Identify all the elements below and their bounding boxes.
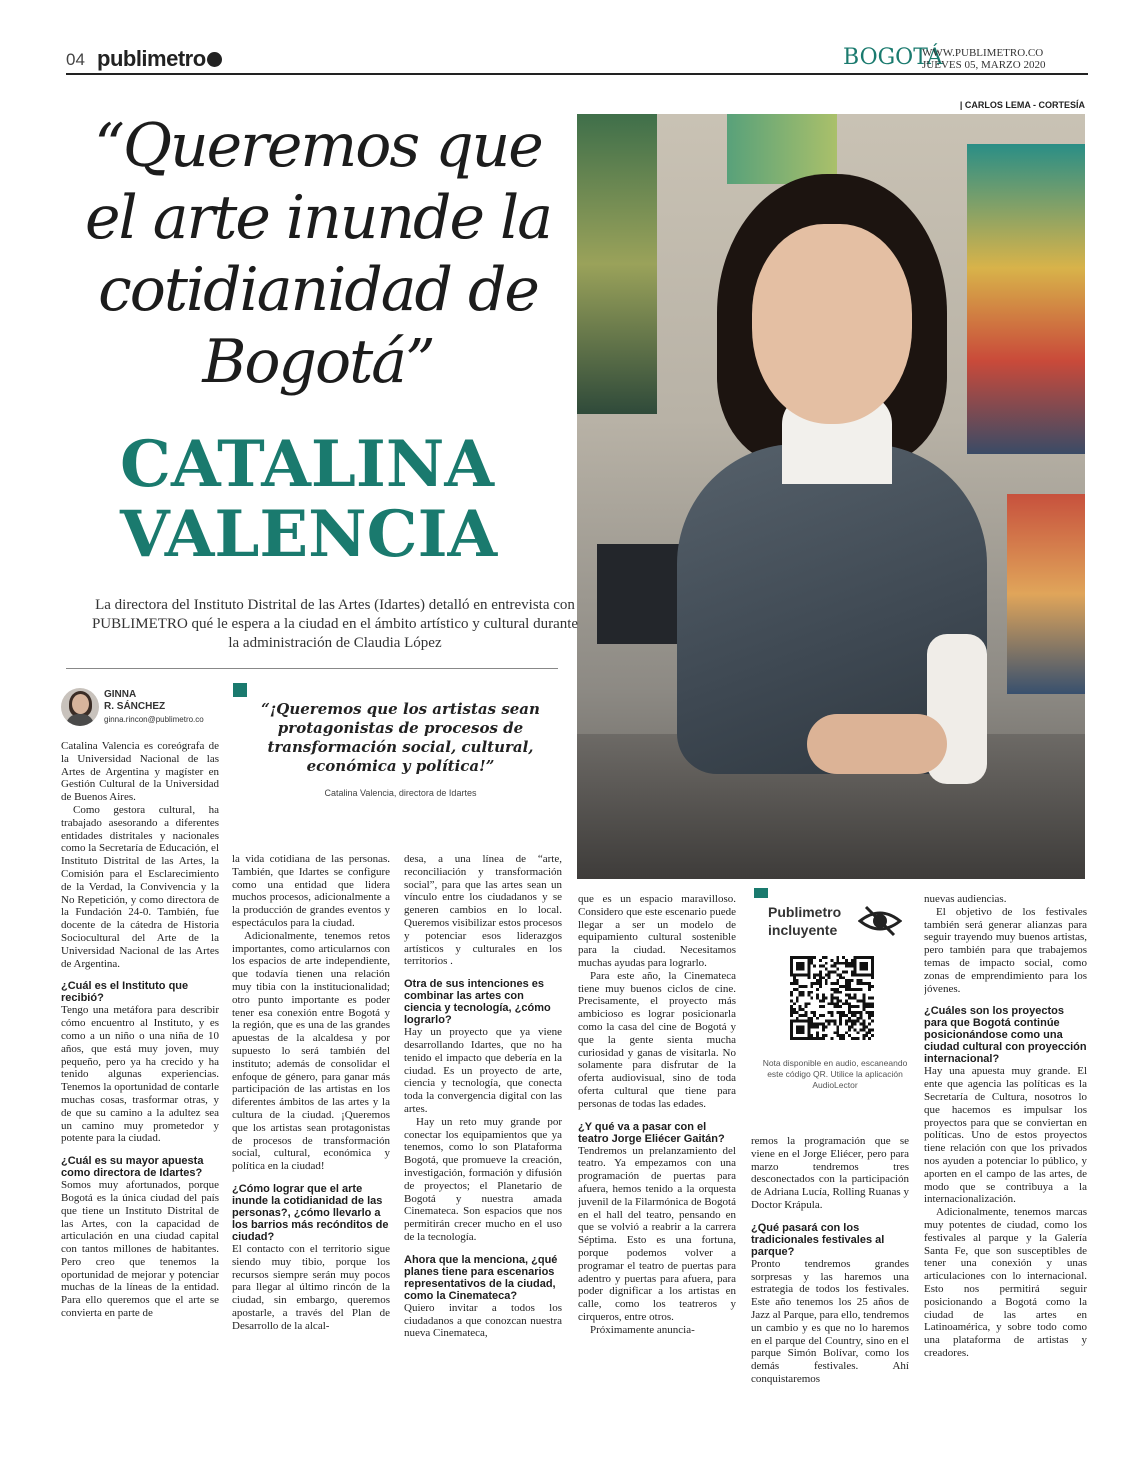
- article-paragraph: Hay una apuesta muy grande. El ente que agencia las políticas es la Secretaría de Cultura, nosotros lo que hacemos es impulsar los proyectos para que se conviertan en políticas. Uno de estos proyectos tiene relación con que los privados nos ayuden a potenciar lo público, y aporten en el campo de las artes, de modo que se contribuya a la internacionalización.: [924, 1065, 1087, 1206]
- eye-icon: [858, 903, 902, 939]
- photo-wall-art: [967, 144, 1085, 454]
- article-paragraph: El objetivo de los festivales también será generar alianzas para seguir trayendo muy buenos artistas, pero también para que trabajemos temas de impacto social, como zonas de emprendimiento para los jóvenes.: [924, 905, 1087, 995]
- headline-name-line2: VALENCIA: [120, 497, 498, 572]
- article-paragraph: Hay un proyecto que ya viene desarrollando Idartes, que no ha tenido el impacto que debería en la ciudad. Es un proyecto de arte, ciencia y tecnología, que conecta toda la convergencia digital con las artes.: [404, 1026, 562, 1115]
- pull-quote: “¡Queremos que los artistas sean protagonistas de procesos de transformación social, cultural, económica y política!”: [261, 700, 540, 775]
- article-paragraph: Tengo una metáfora para describir cómo encuentro al Instituto, y es como a un niño o una niña de 10 años, que está muy joven, muy pequeño, pero ya ha crecido y ha tenido algunas experiencias. Tenemos la oportunidad de contarle muchas cosas, trasformar otras, y de que su camino a la adultez sea un camino muy prometedor y potente para la ciudad.: [61, 1004, 219, 1145]
- headline-name-line1: CATALINA: [120, 427, 494, 502]
- avatar-torso: [66, 714, 94, 726]
- article-paragraph: El contacto con el territorio sigue siendo muy tibio, porque los recursos siempre serán muy pocos para llegar al último rincón de la ciudad, sin embargo, queremos apostarle, a través del Plan de Desarrollo de la alcal-: [232, 1242, 390, 1332]
- interview-question: ¿Qué pasará con los tradicionales festivales al parque?: [751, 1221, 885, 1258]
- publication-date: JUEVES 05, MARZO 2020: [922, 59, 1046, 71]
- inclusive-marker: [754, 888, 768, 898]
- interview-question: ¿Cuál es el Instituto que recibió?: [61, 980, 189, 1005]
- article-paragraph: Como gestora cultural, ha trabajado asesorando a diferentes entidades distritales y nacionales como la Secretaría de Educación, el Instituto Distrital de las Artes, la Comisión para el Esclarecimiento de la Verdad, la Convivencia y la No Repetición, y como directora de la Fundación 24-0. También, fue docente de la cátedra de Historia Sociocultural del Arte de la Universidad Nacional de las Artes de Argentina.: [61, 803, 219, 970]
- author-name: [104, 689, 234, 713]
- interview-question: ¿Cuáles son los proyectos para que Bogotá continúe posicionándose como una ciudad cultural con proyección internacional?: [924, 1005, 1087, 1066]
- avatar-face: [72, 694, 89, 714]
- interview-question: ¿Y qué va a pasar con el teatro Jorge Eliécer Gaitán?: [578, 1120, 725, 1145]
- author-name-line1: GINNA: [104, 689, 137, 700]
- article-paragraph: Catalina Valencia es coreógrafa de la Universidad Nacional de las Artes de Argentina y magíster en Gestión Cultural de la Universidad de Buenos Aires.: [61, 740, 219, 804]
- subheadline: La directora del Instituto Distrital de las Artes (Idartes) detalló en entrevista con PUBLIMETRO qué le espera a la ciudad en el ámbito artístico y cultural durante la administración de Claudia López: [91, 597, 579, 651]
- article-paragraph: Tendremos un prelanzamiento del teatro. Ya empezamos con una programación de puertas para afuera, hemos tenido a la orquesta juvenil de la Filarmónica de Bogotá en el hall del teatro, pensando en que se volvió a reabrir a la carrera Séptima. Esto es una fortuna, porque podemos volver a programar el teatro de puertas para adentro y puertas para afuera, para poder dignificar a los artistas en calle, como los teatreros y cirqueros, entre otros.: [578, 1144, 736, 1323]
- headline-name: [120, 427, 560, 572]
- photo-hands: [807, 714, 947, 774]
- section-name: BOGOTÁ: [843, 45, 943, 70]
- article-paragraph: Hay un reto muy grande por conectar los equipamientos que ya tenemos, como lo son Plataforma Bogotá, que promueve la creación, investigación, formación y difusión de proyectos; el Planetario de Bogotá y nuestra amada Cinemateca. Son espacios que nos permitirán crecer mucho en el uso de la tecnología.: [404, 1115, 562, 1243]
- author-name-line2: R. SÁNCHEZ: [104, 701, 166, 712]
- article-column-2: [232, 853, 390, 1458]
- headline-quote: “Queremos que el arte inunde la cotidianidad de Bogotá”: [85, 111, 551, 397]
- article-paragraph: que es un espacio maravilloso. Considero que este escenario puede llegar a ser un modelo de equipamiento cultural sostenible para la ciudad. Necesitamos muchas ayudas para lograrlo.: [578, 893, 736, 969]
- logo-dot-icon: [207, 52, 222, 67]
- article-paragraph: Para este año, la Cinemateca tiene muy buenos ciclos de cine. Precisamente, el proyecto más ambicioso es lograr posicionarla como la casa del cine de Bogotá y que la gente sienta mucha curiosidad y ganas de visitarla. No solamente para disfrutar de la oferta audiovisual, sino de toda oferta cultural que tiene para personas de todas las edades.: [578, 969, 736, 1110]
- article-paragraph: Próximamente anuncia-: [590, 1323, 695, 1336]
- qr-code-icon[interactable]: [790, 956, 874, 1040]
- photo-face: [752, 224, 912, 424]
- publication-url: WWW.PUBLIMETRO.CO: [922, 47, 1044, 59]
- inclusive-note: Nota disponible en audio, escaneando este código QR. Utilice la aplicación AudioLector: [762, 1058, 908, 1090]
- article-column-5: [751, 1135, 909, 1458]
- article-paragraph: desa, a una línea de “arte, reconciliación y transformación social”, para que las artes sean un vínculo entre los ciudadanos y se generen cambios en lo local. Queremos visibilizar estos procesos y potenciar esos liderazgos artísticos y culturales en los territorios .: [404, 853, 562, 968]
- author-avatar: [61, 688, 99, 726]
- interview-question: Ahora que la menciona, ¿qué planes tiene para escenarios representativos de la ciudad, como la Cinemateca?: [404, 1253, 558, 1302]
- article-paragraph: la vida cotidiana de las personas. También, que Idartes se configure como una entidad que lidera muchos procesos, adicionalmente a la producción de grandes eventos y espectáculos para la ciudad.: [232, 853, 390, 929]
- photo-wall-art: [577, 114, 657, 414]
- header-rule: [66, 73, 1088, 75]
- article-column-4: [578, 893, 736, 1458]
- article-paragraph: Pronto tendremos grandes sorpresas y las haremos una estrategia de todos los festivales. Este año tenemos los 25 años de Jazz al Parque, para ello, tendremos un cambio y es que no lo haremos en el parque del Country, sino en el parque Simón Bolívar, como los demás festivales. Ahí conquistaremos: [751, 1257, 909, 1385]
- pull-quote-credit: Catalina Valencia, directora de Idartes: [324, 788, 477, 798]
- interview-question: ¿Cuál es su mayor apuesta como directora de Idartes?: [61, 1155, 204, 1180]
- author-email[interactable]: ginna.rincon@publimetro.co: [104, 715, 204, 724]
- article-paragraph: Somos muy afortunados, porque Bogotá es la única ciudad del país que tiene un Instituto Distrital de las Artes, con la capacidad de articulación en una ciudad capital con tantos millones de habitantes. Pero creo que tenemos la oportunidad de mejorar y potenciar muchas de la líneas de la entidad. Para ello queremos que el arte se convierta en parte de: [61, 1179, 219, 1320]
- inclusive-title: Publimetro incluyente: [768, 904, 842, 938]
- article-paragraph: Adicionalmente, tenemos retos importantes, como articularnos con los espacios de arte independiente, que todavía tienen una relación muy tibia con la institucionalidad; otro punto importante es poder tener esa conexión entre Bogotá y la región, que es una de las grandes apuestas de la alcaldesa y por supuesto lo será también del instituto; además de consolidar el enfoque de género, para ganar más participación de las artistas en los diferentes ámbitos de las artes y la cultura de la ciudad. ¡Queremos que los artistas sean protagonistas de procesos de transformación social, cultural, económica y política en la ciudad!: [232, 929, 390, 1173]
- page-number: 04: [66, 50, 85, 69]
- article-column-3: [404, 853, 562, 1458]
- publication-logo: [97, 46, 222, 72]
- interview-question: ¿Cómo lograr que el arte inunde la cotidianidad de las personas?, ¿cómo llevarlo a los barrios más recónditos de ciudad?: [232, 1182, 389, 1243]
- article-paragraph: Quiero invitar a todos los ciudadanos a que conozcan nuestra nueva Cinemateca,: [404, 1301, 562, 1340]
- logo-text: publimetro: [97, 46, 206, 71]
- pull-quote-marker: [233, 683, 247, 697]
- article-column-6: [924, 893, 1087, 1458]
- article-paragraph: Adicionalmente, tenemos marcas muy potentes de ciudad, como los festivales al parque y la Galería Santa Fe, que son susceptibles de tener una conexión y unas articulaciones con lo internacional. Esto nos permitirá seguir posicionando a Bogotá como la ciudad de las artes en Latinoamérica, y sobre todo como una plataforma de artistas y creadores.: [924, 1206, 1087, 1359]
- article-column-1: [61, 740, 219, 1458]
- subhead-rule: [66, 668, 558, 669]
- photo-wall-art: [1007, 494, 1085, 694]
- photo-credit: | CARLOS LEMA - CORTESÍA: [959, 100, 1085, 110]
- article-paragraph: nuevas audiencias.: [924, 893, 1007, 905]
- portrait-photo: [577, 114, 1085, 879]
- interview-question: Otra de sus intenciones es combinar las artes con ciencia y tecnología, ¿cómo lograrlo?: [404, 978, 551, 1027]
- publication-meta: [922, 47, 1045, 71]
- article-paragraph: remos la programación que se viene en el Jorge Eliécer, pero para marzo tendremos tres desconectados con la participación de Adriana Lucía, Rolling Ruanas y Doctor Krápula.: [751, 1135, 909, 1211]
